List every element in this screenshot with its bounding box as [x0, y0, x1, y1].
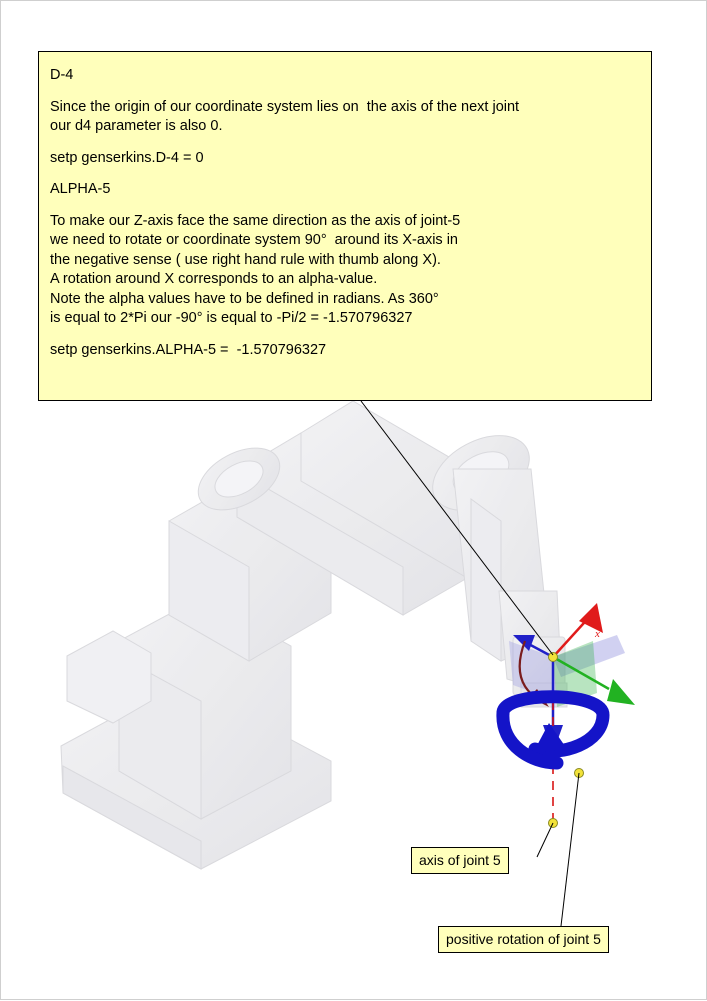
note-line-1: D-4	[50, 67, 74, 83]
svg-text:x: x	[595, 628, 600, 640]
note-callout-box	[38, 51, 652, 401]
note-line-14: Note the alpha values have to be defined in radians. As 360°	[50, 290, 439, 307]
note-line-16	[50, 329, 641, 341]
robot-ghost-body	[61, 401, 567, 869]
origin-marker	[549, 653, 558, 662]
note-line-5	[50, 137, 641, 149]
note-line-6: setp genserkins.D-4 = 0	[50, 149, 204, 166]
note-line-17: setp genserkins.ALPHA-5 = -1.570796327	[50, 341, 327, 358]
note-line-11: we need to rotate or coordinate system 90° around its X-axis in	[50, 232, 458, 248]
note-line-15: is equal to 2*Pi our -90° is equal to -Pi/2 = -1.570796327	[50, 310, 413, 326]
note-line-2	[50, 86, 641, 98]
note-line-4: our d4 parameter is also 0.	[50, 118, 223, 134]
note-line-12: the negative sense ( use right hand rule with thumb along X).	[50, 251, 441, 268]
leader-line-rotation-label	[561, 773, 579, 926]
note-line-13: A rotation around X corresponds to an alpha-value.	[50, 271, 378, 287]
note-line-8: ALPHA-5	[50, 181, 111, 197]
leader-line-axis-label	[537, 823, 553, 857]
note-line-3: Since the origin of our coordinate system lies on the axis of the next joint	[50, 98, 520, 115]
note-line-9	[50, 200, 641, 212]
label-axis-of-joint-5: axis of joint 5	[411, 847, 509, 874]
note-line-7	[50, 168, 641, 180]
label-positive-rotation-of-joint-5: positive rotation of joint 5	[438, 926, 609, 953]
note-line-10: To make our Z-axis face the same direction as the axis of joint-5	[50, 212, 461, 229]
